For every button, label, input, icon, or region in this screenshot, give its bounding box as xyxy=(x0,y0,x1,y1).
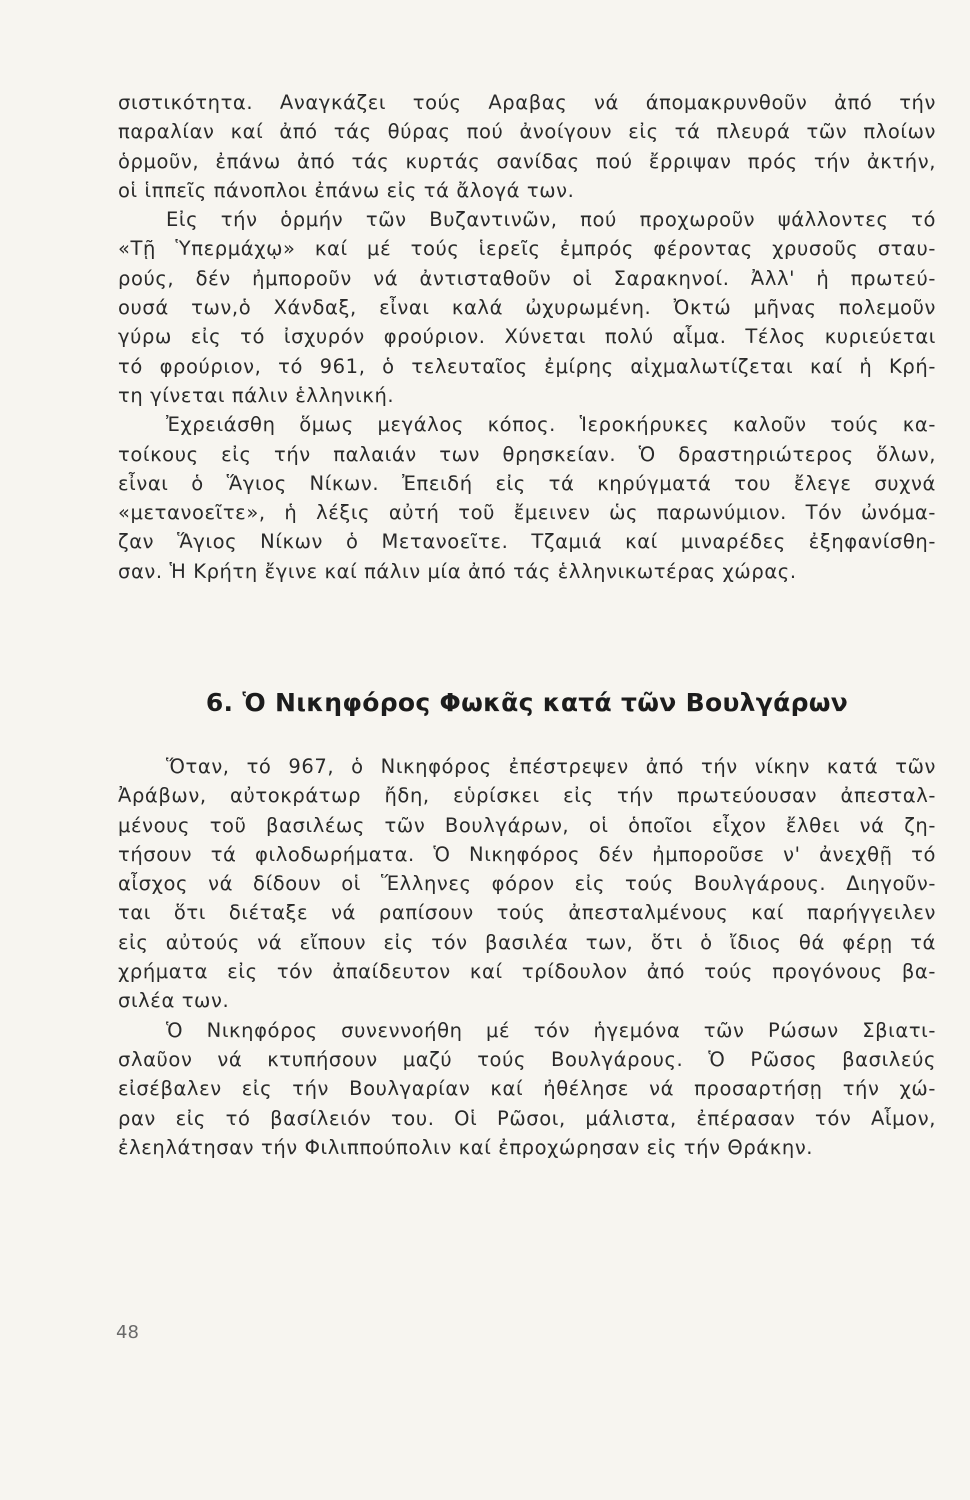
text-line: ραν εἰς τό βασίλειόν του. Οἱ Ρῶσοι, μάλιστα, ἐπέρασαν τόν Αἷμον, xyxy=(118,1106,936,1130)
text-line: τοίκους εἰς τήν παλαιάν των θρησκείαν. Ὁ δραστηριώτερος ὅλων, xyxy=(118,442,936,466)
paragraph-2 xyxy=(118,205,936,410)
text-line: μένους τοῦ βασιλέως τῶν Βουλγάρων, οἱ ὁποῖοι εἶχον ἔλθει νά ζη- xyxy=(118,813,936,837)
text-line: σιστικότητα. Αναγκάζει τούς Αραβας νά άπομακρυνθοῦν ἀπό τήν xyxy=(118,91,936,114)
paragraph-3 xyxy=(118,410,936,586)
text-line: ουσά των,ὁ Χάνδαξ, εἶναι καλά ὠχυρωμένη. Ὀκτώ μῆνας πολεμοῦν xyxy=(118,296,936,320)
text-line: εἰς αὐτούς νά εἴπουν εἰς τόν βασιλέα των, ὅτι ὁ ἴδιος θά φέρῃ τά xyxy=(118,930,936,954)
section-heading: 6. Ὁ Νικηφόρος Φωκᾶς κατά τῶν Βουλγάρων xyxy=(205,688,849,717)
text-line: αἶσχος νά δίδουν οἱ Ἕλληνες φόρον εἰς τούς Βουλγάρους. Διηγοῦν- xyxy=(118,872,936,896)
text-line: Ἐχρειάσθη ὅμως μεγάλος κόπος. Ἱεροκήρυκες καλοῦν τούς κα- xyxy=(166,413,936,437)
text-line: γύρω εἰς τό ἰσχυρόν φρούριον. Χύνεται πολύ αἷμα. Τέλος κυριεύεται xyxy=(118,325,936,349)
text-line: εἶναι ὁ Ἅγιος Νίκων. Ἐπειδή εἰς τά κηρύγματά του ἔλεγε συχνά xyxy=(118,471,936,495)
paragraph-1 xyxy=(118,88,936,205)
text-line: ζαν Ἅγιος Νίκων ὁ Μετανοεῖτε. Τζαμιά καί μιναρέδες ἐξηφανίσθη- xyxy=(118,530,936,554)
text-line: σαν. Ἡ Κρήτη ἔγινε καί πάλιν μία ἀπό τάς ἑλληνικωτέρας χώρας. xyxy=(118,559,797,583)
text-line: τήσουν τά φιλοδωρήματα. Ὁ Νικηφόρος δέν ἠμποροῦσε ν' ἀνεχθῇ τό xyxy=(118,842,936,866)
text-line: σλαῦον νά κτυπήσουν μαζύ τούς Βουλγάρους. Ὁ Ρῶσος βασιλεύς xyxy=(118,1047,936,1071)
page-number: 48 xyxy=(116,1322,139,1343)
lower-text xyxy=(118,752,936,1162)
text-line: ται ὅτι διέταξε νά ραπίσουν τούς ἀπεσταλμένους καί παρήγγειλεν xyxy=(118,901,936,925)
text-line: οἱ ἱππεῖς πάνοπλοι ἐπάνω εἰς τά ἄλογά των. xyxy=(118,178,575,202)
text-line: ρούς, δέν ἠμποροῦν νά ἀντισταθοῦν οἱ Σαρακηνοί. Ἀλλ' ἡ πρωτεύ- xyxy=(118,266,936,290)
text-line: εἰσέβαλεν εἰς τήν Βουλγαρίαν καί ἠθέλησε νά προσαρτήσῃ τήν χώ- xyxy=(118,1077,936,1101)
text-line: «μετανοεῖτε», ἡ λέξις αὐτή τοῦ ἔμεινεν ὡς παρωνύμιον. Τόν ὠνόμα- xyxy=(118,501,936,525)
text-line: τό φρούριον, τό 961, ὁ τελευταῖος ἐμίρης αἰχμαλωτίζεται καί ἡ Κρή- xyxy=(118,354,936,378)
paragraph-5 xyxy=(118,1016,936,1162)
paragraph-4 xyxy=(118,752,936,1016)
text-line: ὁρμοῦν, ἐπάνω ἀπό τάς κυρτάς σανίδας πού ἔρριψαν πρός τήν ἀκτήν, xyxy=(118,149,936,173)
text-line: Ἀράβων, αὐτοκράτωρ ἤδη, εὑρίσκει εἰς τήν πρωτεύουσαν ἀπεσταλ- xyxy=(118,784,936,808)
text-line: Ὁ Νικηφόρος συνεννοήθη μέ τόν ἡγεμόνα τῶν Ρώσων Σβιατι- xyxy=(166,1018,936,1042)
upper-text xyxy=(118,88,936,586)
text-line: τη γίνεται πάλιν ἑλληνική. xyxy=(118,383,395,407)
text-line: παραλίαν καί ἀπό τάς θύρας πού ἀνοίγουν εἰς τά πλευρά τῶν πλοίων xyxy=(118,120,936,144)
text-line: χρήματα εἰς τόν ἀπαίδευτον καί τρίδουλον ἀπό τούς προγόνους βα- xyxy=(118,960,936,984)
text-line: Ὅταν, τό 967, ὁ Νικηφόρος ἐπέστρεψεν ἀπό τήν νίκην κατά τῶν xyxy=(166,755,936,778)
text-line: ἐλεηλάτησαν τήν Φιλιππούπολιν καί ἐπροχώρησαν εἰς τήν Θράκην. xyxy=(118,1135,814,1159)
text-line: Εἰς τήν ὁρμήν τῶν Βυζαντινῶν, πού προχωροῦν ψάλλοντες τό xyxy=(166,208,936,232)
text-line: σιλέα των. xyxy=(118,989,230,1013)
text-line: «Τῇ Ὑπερμάχῳ» καί μέ τούς ἱερεῖς ἐμπρός φέροντας χρυσοῦς σταυ- xyxy=(118,237,936,261)
